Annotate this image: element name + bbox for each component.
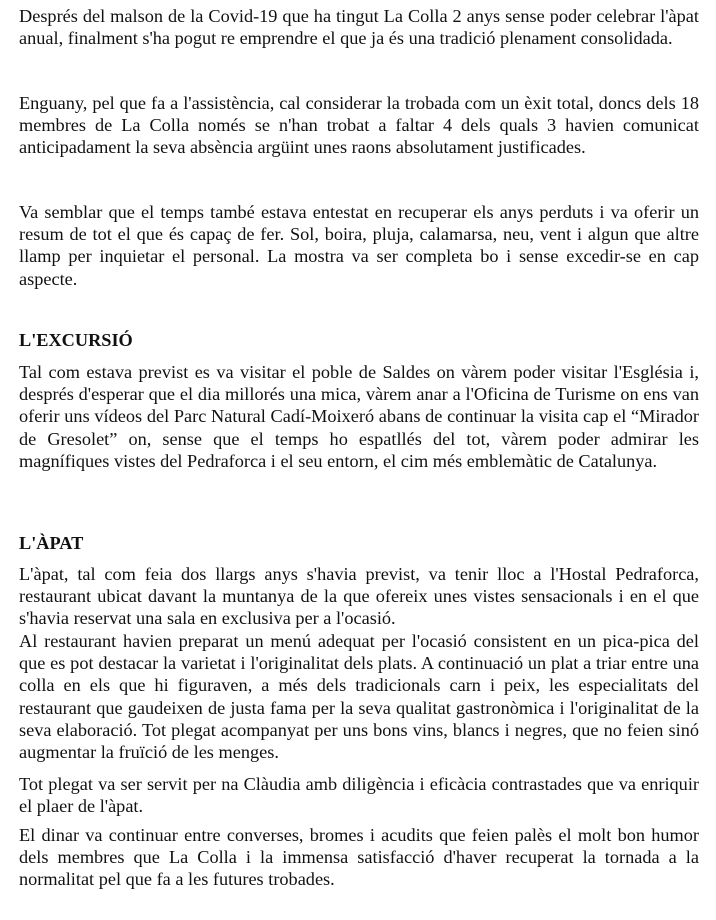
intro-paragraph: Després del malson de la Covid-19 que ha tingut La Colla 2 anys sense poder celebrar l'àpat anual, finalment s'ha pogut re emprendre el que ja és una tradició plenament consolidada. (19, 6, 699, 49)
weather-paragraph: Va semblar que el temps també estava entestat en recuperar els anys perduts i va oferir un resum de tot el que és capaç de fer. Sol, boira, pluja, calamarsa, neu, vent i algun que altre llamp per inquietar el personal. La mostra va ser completa bo i sense excedir-se en cap aspecte. (19, 202, 699, 289)
excursio-paragraph: Tal com estava previst es va visitar el poble de Saldes on vàrem poder visitar l'Església i, després d'esperar que el dia millorés una mica, vàrem anar a l'Oficina de Turisme on ens van oferir uns vídeos del Parc Natural Cadí-Moixeró abans de continuar la visita cap el “Mirador de Gresolet” on, sense que el temps ho espatllés del tot, vàrem poder admirar les magnífiques vistes del Pedraforca i el seu entorn, el cim més emblemàtic de Catalunya. (19, 362, 699, 471)
apat-paragraph-menu: Al restaurant havien preparat un menú adequat per l'ocasió consistent en un pica-pica del que es pot destacar la varietat i l'originalitat dels plats. A continuació un plat a triar entre una colla en els que hi figuraven, a més dels tradicionals carn i peix, les especialitats del restaurant que gaudeixen de justa fama per la seva qualitat gastronòmica i l'originalitat de la seva elaboració. Tot plegat acompanyat per uns bons vins, blancs i negres, que no feien sinó augmentar la fruïció de les menges. (19, 631, 699, 763)
apat-paragraph-venue: L'àpat, tal com feia dos llargs anys s'havia previst, va tenir lloc a l'Hostal Pedraforca, restaurant ubicat davant la muntanya de la que ofereix unes vistes sensacionals i en el que s'havia reservat una sala en exclusiva per a l'ocasió. (19, 564, 699, 629)
section-heading-excursio: L'EXCURSIÓ (19, 330, 133, 350)
apat-paragraph-service: Tot plegat va ser servit per na Clàudia amb diligència i eficàcia contrastades que va enriquir el plaer de l'àpat. (19, 774, 699, 817)
attendance-paragraph: Enguany, pel que fa a l'assistència, cal considerar la trobada com un èxit total, doncs dels 18 membres de La Colla només se n'han trobat a faltar 4 dels quals 3 havien comunicat anticipadament la seva absència argüint unes raons absolutament justificades. (19, 93, 699, 158)
section-heading-apat: L'ÀPAT (19, 533, 84, 553)
apat-paragraph-closing: El dinar va continuar entre converses, bromes i acudits que feien palès el molt bon humor dels membres que La Colla i la immensa satisfacció d'haver recuperat la tornada a la normalitat pel que fa a les futures trobades. (19, 825, 699, 890)
